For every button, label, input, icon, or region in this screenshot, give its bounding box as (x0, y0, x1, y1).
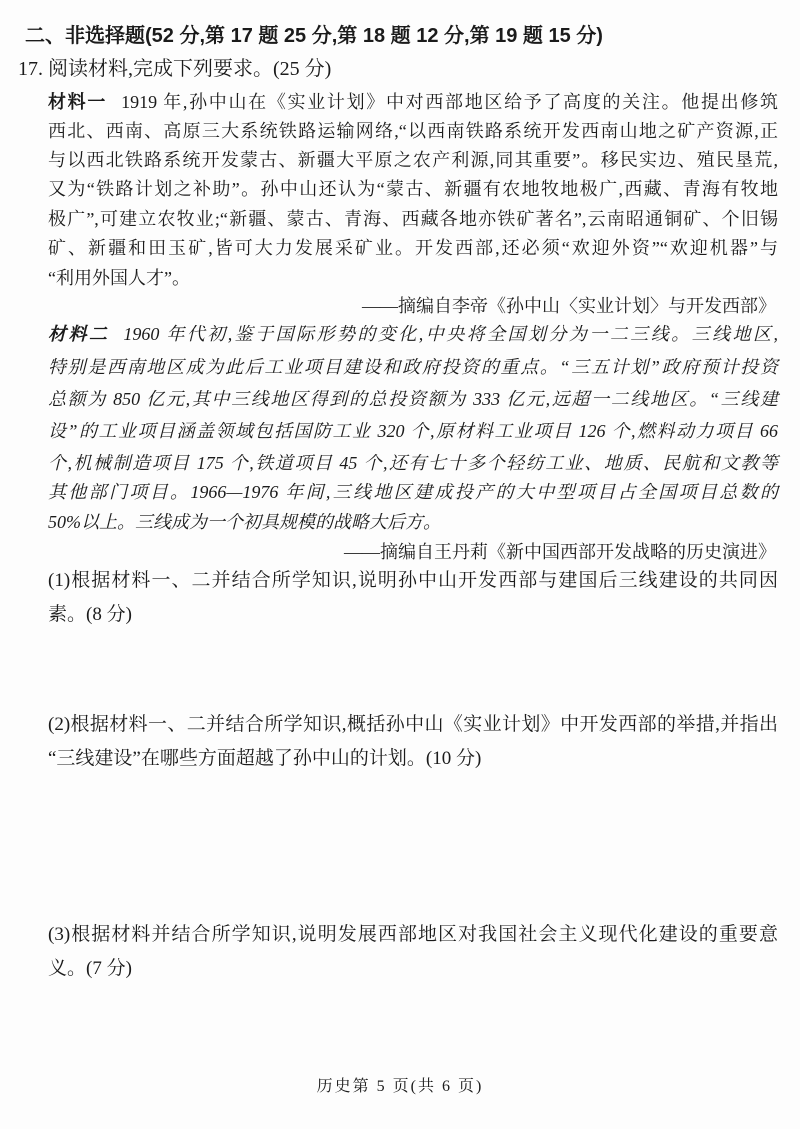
material-1-line: “利用外国人才”。 (48, 268, 190, 288)
material-2-line: 特别是西南地区成为此后工业项目建设和政府投资的重点。“三五计划”政府预计投资 (48, 357, 778, 377)
material-2-line: 50%以上。三线成为一个初具规模的战略大后方。 (48, 512, 441, 532)
subquestion-3-line: 义。(7 分) (48, 958, 132, 979)
subquestion-1-line: 素。(8 分) (48, 604, 132, 625)
material-1-line: 矿、新疆和田玉矿,皆可大力发展采矿业。开发西部,还必须“欢迎外资”“欢迎机器”与 (48, 238, 778, 258)
subquestion-2-line: “三线建设”在哪些方面超越了孙中山的计划。(10 分) (48, 748, 482, 769)
subquestion-3-line: (3)根据材料并结合所学知识,说明发展西部地区对我国社会主义现代化建设的重要意 (48, 924, 778, 945)
material-2-label: 材料二 (48, 324, 110, 344)
material-2-line: 设”的工业项目涵盖领域包括国防工业 320 个,原材料工业项目 126 个,燃料动力项目 66 (48, 421, 778, 441)
material-1-line-text: 1919 年,孙中山在《实业计划》中对西部地区给予了高度的关注。他提出修筑 (121, 92, 779, 112)
material-1-line: 又为“铁路计划之补助”。孙中山还认为“蒙古、新疆有农地牧地极广,西藏、青海有牧地 (48, 179, 778, 199)
material-1-label: 材料一 (48, 92, 108, 112)
material-1-line: 西北、西南、高原三大系统铁路运输网络,“以西南铁路系统开发西南山地之矿产资源,正 (48, 121, 778, 141)
material-1-line (48, 90, 778, 115)
material-2-line-text: 1960 年代初,鉴于国际形势的变化,中央将全国划分为一二三线。三线地区, (123, 324, 779, 344)
material-2-line: 其他部门项目。1966—1976 年间,三线地区建成投产的大中型项目占全国项目总数的 (48, 482, 778, 502)
subquestion-1-line: (1)根据材料一、二并结合所学知识,说明孙中山开发西部与建国后三线建设的共同因 (48, 570, 778, 591)
section-header: 二、非选择题(52 分,第 17 题 25 分,第 18 题 12 分,第 19 题 15 分) (25, 25, 603, 47)
subquestion-2-line: (2)根据材料一、二并结合所学知识,概括孙中山《实业计划》中开发西部的举措,并指出 (48, 714, 778, 735)
material-2-line (48, 322, 778, 347)
material-2-line: 个,机械制造项目 175 个,铁道项目 45 个,还有七十多个轻纺工业、地质、民航和文教等 (48, 453, 778, 473)
material-1-attribution: ——摘编自李帝《孙中山〈实业计划〉与开发西部》 (362, 296, 776, 316)
question-17-stem: 17. 阅读材料,完成下列要求。(25 分) (18, 58, 332, 80)
material-2-attribution: ——摘编自王丹莉《新中国西部开发战略的历史演进》 (344, 542, 776, 562)
material-1-line: 极广”,可建立农牧业;“新疆、蒙古、青海、西藏各地亦铁矿著名”,云南昭通铜矿、个旧锡 (48, 209, 778, 229)
page-footer: 历史第 5 页(共 6 页) (316, 1078, 484, 1095)
material-1-line: 与以西北铁路系统开发蒙古、新疆大平原之农产利源,同其重要”。移民实边、殖民垦荒, (48, 150, 778, 170)
material-2-line: 总额为 850 亿元,其中三线地区得到的总投资额为 333 亿元,远超一二线地区。“三线建 (48, 389, 778, 409)
